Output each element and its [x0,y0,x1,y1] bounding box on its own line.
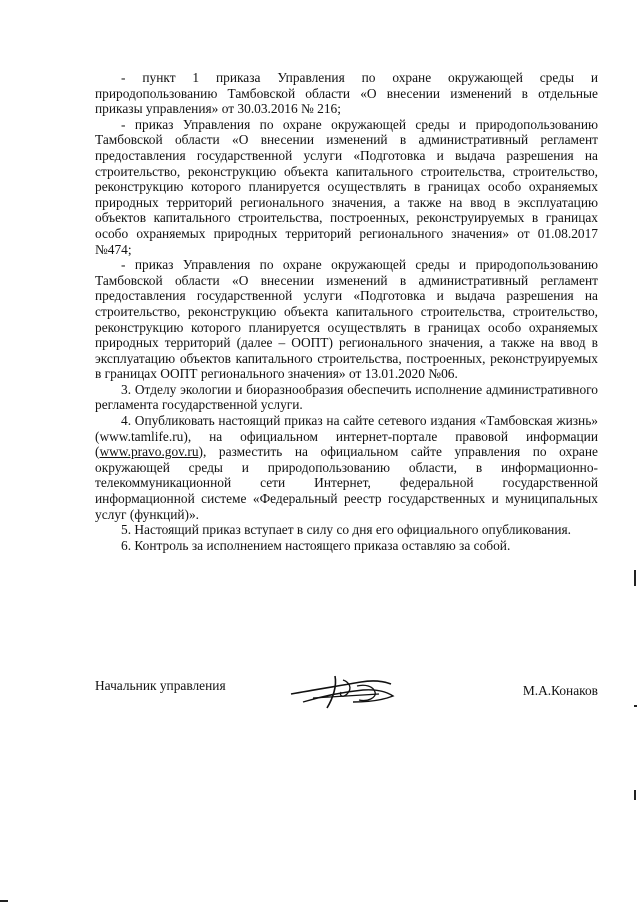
scan-edge-mark [634,790,636,800]
pravo-link[interactable]: www.pravo.gov.ru [99,444,199,460]
paragraph-item-1: - пункт 1 приказа Управления по охране окружающей среды и природопользованию Тамбовской области «О внесении изменений в отдельные приказы управления» от 30.03.2016 № 216; [95,70,598,117]
document-body [95,70,598,553]
scan-edge-mark [634,570,636,586]
handwritten-signature [283,672,403,712]
paragraph-item-3: - приказ Управления по охране окружающей среды и природопользованию Тамбовской области «О внесении изменений в административный регламент предоставления государственной услуги «Подготовка и выдача разрешения на строительство, реконструкцию объекта капитального строительства, строительство, реконструкцию которого планируется осуществлять в границах особо охраняемых природных территорий (далее – ООПТ) регионального значения, а также на ввод в эксплуатацию объектов капитального строительства, построенных, реконструируемых в границах ООПТ регионального значения» от 13.01.2020 №06. [95,257,598,382]
paragraph-3: 3. Отделу экологии и биоразнообразия обеспечить исполнение административного регламента государственной услуги. [95,381,598,413]
paragraph-4 [95,413,598,522]
scan-edge-mark [634,705,637,707]
paragraph-6: 6. Контроль за исполнением настоящего приказа оставляю за собой. [121,537,511,553]
signatory-title: Начальник управления [95,678,226,693]
paragraph-item-2: - приказ Управления по охране окружающей среды и природопользованию Тамбовской области «О внесении изменений в административный регламент предоставления государственной услуги «Подготовка и выдача разрешения на строительство, реконструкцию объекта капитального строительства, строительство, реконструкцию которого планируется осуществлять в границах особо охраняемых природных территорий регионального значения, а также на ввод в эксплуатацию объектов капитального строительства, построенных, реконструируемых в границах особо охраняемых природных территорий регионального значения» от 01.08.2017 №474; [95,116,598,257]
signatory-name: М.А.Конаков [522,683,598,698]
paragraph-4-text-end: ), разместить на официальном сайте управления по охране окружающей среды и природопользованию области, в информационно-телекоммуникационной сети Интернет, федеральной государственной информационной системе «Федеральный реестр государственных и муниципальных услуг (функций)». [95,444,598,522]
signature-block [95,678,598,718]
paragraph-5: 5. Настоящий приказ вступает в силу со дня его официального опубликования. [121,522,571,538]
scan-edge-mark [0,900,8,902]
paragraph-4-text-start: 4. Опубликовать настоящий приказ на сайте сетевого издания «Тамбовская жизнь» (www.tamlife.ru), на официальном интернет-портале правовой информации ( [95,413,598,460]
